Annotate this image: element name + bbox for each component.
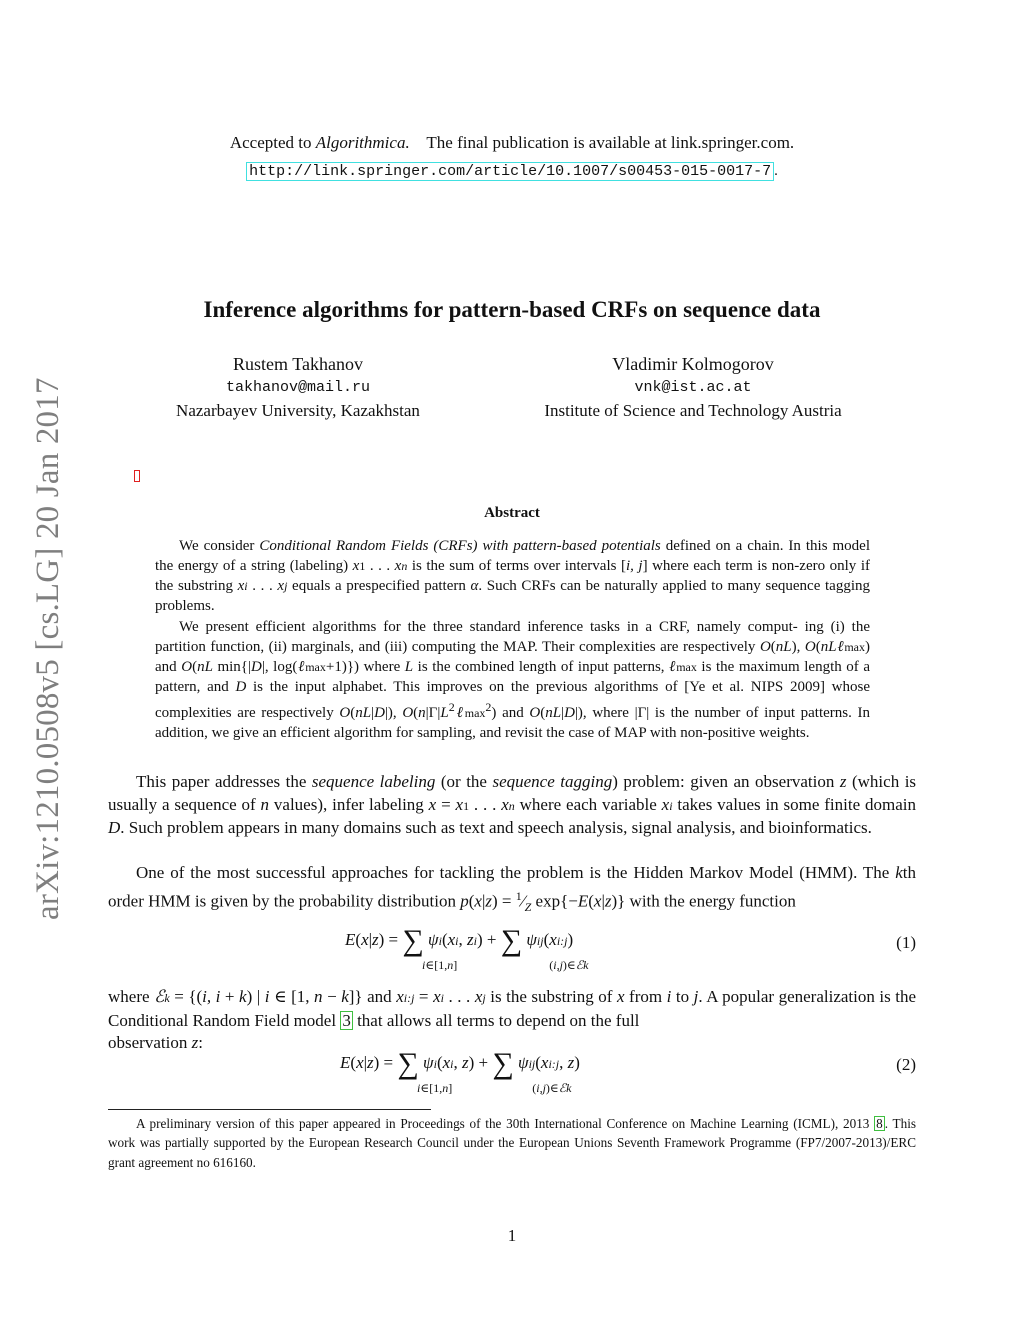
author-email[interactable]: vnk@ist.ac.at — [634, 379, 752, 396]
abstract-text: We present efficient algorithms for the three standard inference tasks in a CRF, namely comput- — [179, 619, 798, 635]
arxiv-stamp: arXiv:1210.0508v5 [cs.LG] 20 Jan 2017 — [30, 377, 66, 920]
footnote — [108, 1114, 916, 1172]
body-text: analysis, signal analysis, and bioinformatics. — [568, 818, 872, 838]
author-affiliation: Institute of Science and Technology Austria — [544, 401, 842, 420]
final-publication-note: The final publication is available at link.springer.com. — [426, 133, 795, 152]
equation-2: E(x|z) = ∑ ψi(xi, z) + ∑ ψij(xi:j, z) — [340, 1047, 580, 1080]
body-paragraph-1: This paper addresses the sequence labeling (or the sequence tagging) problem: given an observation z (which is usually a sequence of n values), infer labeling x = x1 . . . xn where each variable xi takes values in some finite domain D. Such problem appears in many domains such as text and speech analysis, signal analysis, and bioinformatics. — [108, 772, 917, 838]
page-number: 1 — [507, 1226, 517, 1245]
red-marker-icon — [134, 470, 140, 482]
author-1 — [148, 352, 448, 422]
equation-2-subscripts: i∈[1,n] (i,j)∈ℰk — [417, 1081, 572, 1095]
body-paragraph-3: where ℰk = {(i, i + k) | i ∈ [1, n − k]} and xi:j = xi . . . xj is the substring of x from i to j. A popular generalization is the Conditional Random Field model 3 that allows all terms to depend on the full observation z: — [108, 987, 917, 1053]
equation-1: E(x|z) = ∑ ψi(xi, zi) + ∑ ψij(xi:j) — [345, 924, 574, 957]
term-sequence-labeling: sequence labeling — [311, 772, 436, 791]
equation-number-2: (2) — [896, 1055, 916, 1074]
abstract-emphasis: Conditional Random Fields (CRFs) with pattern-based potentials — [259, 538, 661, 554]
abstract-heading: Abstract — [484, 505, 540, 521]
journal-name: Algorithmica. — [315, 133, 410, 152]
body-text: observation — [108, 1033, 192, 1053]
author-2 — [508, 352, 878, 422]
acceptance-note — [0, 133, 1024, 153]
body-paragraph-2: One of the most successful approaches for tackling the problem is the Hidden Markov Model (HMM). The kth order HMM is given by the probability distribution $p(x|z) = ^1⁄_Z$ exp{−E(x|z)} with the energy function — [108, 863, 916, 914]
citation-crf[interactable]: 3 — [342, 1010, 351, 1030]
accepted-prefix: Accepted to — [229, 133, 316, 152]
body-text: the energy function — [664, 891, 796, 911]
body-text: values in some finite domain — [717, 794, 916, 814]
citation-icml[interactable]: 8 — [876, 1116, 883, 1131]
abstract-text: defined on a chain. — [660, 538, 784, 554]
footnote-rule — [108, 1109, 431, 1110]
body-text: This paper addresses the — [136, 772, 312, 791]
footnote-text: . This work was partially supported by the European Research Council under the European Unions Seventh Framework Programme (FP7/2007-2013)/ERC grant agreement no 616160. — [108, 1116, 916, 1170]
abstract-paragraph-1: We consider Conditional Random Fields (CRFs) with pattern-based potentials defined on a chain. In this model the energy of a string (labeling) x1 . . . xn is the sum of terms over intervals [i, j] where each term is non-zero only if the substring xi . . . xj equals a prespecified pattern α. Such CRFs can be naturally applied to many sequence tagging problems. — [155, 538, 870, 615]
body-text: (or the — [435, 772, 493, 791]
author-name: Rustem Takhanov — [233, 354, 363, 374]
author-affiliation: Nazarbayev University, Kazakhstan — [176, 401, 420, 420]
author-name: Vladimir Kolmogorov — [612, 354, 774, 374]
abstract-paragraph-2: We present efficient algorithms for the three standard inference tasks in a CRF, namely comput- ing (i) the partition function, (ii) marginals, and (iii) computing the MAP. Their complexities are respectively O(nL), O(nLℓmax) and O(nL min{|D|, log(ℓmax+1)}) where L is the combined length of input patterns, ℓmax is the maximum length of a pattern, and D is the input alphabet. This improves on the previous algorithms of [Ye et al. NIPS 2009] whose complexities are respectively O(nL|D|), $O(n|\Gamma|L^2\ell\max^2)$ and O(nL|D|), where |Γ| is the number of input patterns. In addition, we give an efficient algorithm for sampling, and revisit the case of MAP with non-positive weights. — [155, 619, 871, 742]
term-sequence-tagging: sequence tagging — [492, 772, 613, 791]
abstract-text: We consider — [179, 538, 260, 554]
body-text: ) problem: given an observation — [612, 772, 835, 791]
paper-title: Inference algorithms for pattern-based CRFs on sequence data — [203, 297, 821, 322]
springer-link[interactable]: http://link.springer.com/article/10.1007/s00453-015-0017-7 — [246, 162, 774, 181]
author-email[interactable]: takhanov@mail.ru — [225, 379, 371, 396]
equation-number-1: (1) — [896, 933, 916, 952]
body-text: One of the most successful approaches for tackling the problem is the Hidden Markov Model — [136, 863, 794, 882]
footnote-text: A preliminary version of this paper appeared in Proceedings of the 30th International Conference on Machine Learning (ICML), 2013 — [136, 1116, 875, 1131]
equation-1-subscripts: i∈[1,n] (i,j)∈ℰk — [422, 958, 589, 972]
doi-line: http://link.springer.com/article/10.1007/s00453-015-0017-7 . — [0, 161, 1024, 180]
ref-ye: [Ye et al. NIPS 2009] — [684, 679, 825, 696]
